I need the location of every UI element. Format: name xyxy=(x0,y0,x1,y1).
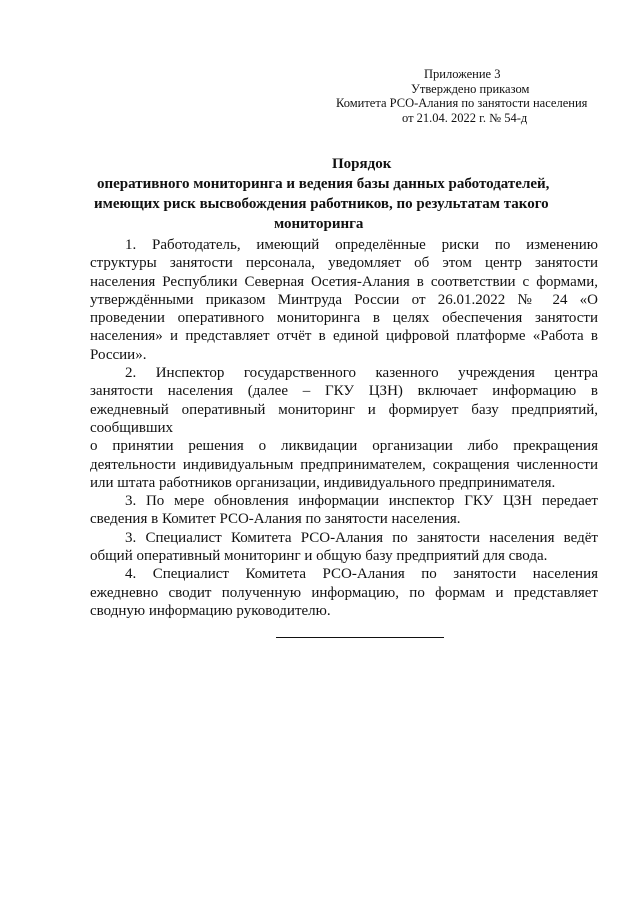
text-line: сводную информацию руководителю. xyxy=(90,602,331,619)
text-line: занятости населения (далее – ГКУ ЦЗН) включает информацию в xyxy=(90,383,598,400)
order-date-number: от 21.04. 2022 г. № 54-д xyxy=(402,110,528,125)
text-line: о принятии решения о ликвидации организации либо прекращения xyxy=(90,438,598,455)
title-line-2: имеющих риск высвобождения работников, по результатам такого xyxy=(94,196,549,212)
issuing-committee: Комитета РСО-Алания по занятости населения xyxy=(336,96,588,110)
text-line: населения» и представляет отчёт в единой цифровой платформе «Работа в xyxy=(90,328,598,345)
text-line: 1. Работодатель, имеющий определённые риски по изменению xyxy=(125,237,598,253)
approval-block xyxy=(330,67,600,125)
paragraph-item-3 xyxy=(90,492,598,529)
text-line: общий оперативный мониторинг и общую базу предприятий для свода. xyxy=(90,548,548,565)
paragraph-item-4 xyxy=(90,529,598,566)
document-title xyxy=(80,154,640,234)
text-line: структуры занятости персонала, уведомляет об этом центр занятости xyxy=(90,255,598,272)
title-heading: Порядок xyxy=(332,156,392,172)
text-line: или штата работников организации, индивидуального предпринимателя. xyxy=(90,474,556,491)
paragraph-item-5 xyxy=(90,565,598,620)
appendix-number: Приложение 3 xyxy=(424,67,501,81)
title-line-3: мониторинга xyxy=(274,216,364,232)
paragraph-item-2 xyxy=(90,364,598,492)
text-line: сведения в Комитет РСО-Алания по занятости населения. xyxy=(90,511,461,528)
title-line-1: оперативного мониторинга и ведения базы данных работодателей, xyxy=(97,176,550,192)
text-line: 3. По мере обновления информации инспектор ГКУ ЦЗН передает xyxy=(125,493,598,510)
text-line: сообщивших xyxy=(90,419,174,436)
closing-divider xyxy=(276,637,444,638)
text-line: России». xyxy=(90,346,147,363)
text-line: ежедневный оперативный мониторинг и формирует базу предприятий, xyxy=(90,401,598,418)
text-line: ежедневно сводит полученную информацию, по формам и представляет xyxy=(90,584,598,601)
text-line: проведении оперативного мониторинга в целях обеспечения занятости xyxy=(90,310,598,327)
text-line: деятельности индивидуальным предпринимателем, сокращения численности xyxy=(90,456,598,473)
text-line: утверждёнными приказом Минтруда России от 26.01.2022 № 24 «О xyxy=(90,291,598,308)
document-body xyxy=(90,236,598,620)
text-line: 2. Инспектор государственного казенного учреждения центра xyxy=(125,365,598,382)
paragraph-item-1 xyxy=(90,236,598,364)
approved-by-order: Утверждено приказом xyxy=(411,81,530,96)
text-line: населения Республики Северная Осетия-Алания в соответствии с формами, xyxy=(90,273,598,290)
text-line: 4. Специалист Комитета РСО-Алания по занятости населения xyxy=(125,566,598,583)
text-line: 3. Специалист Комитета РСО-Алания по занятости населения ведёт xyxy=(125,529,598,546)
